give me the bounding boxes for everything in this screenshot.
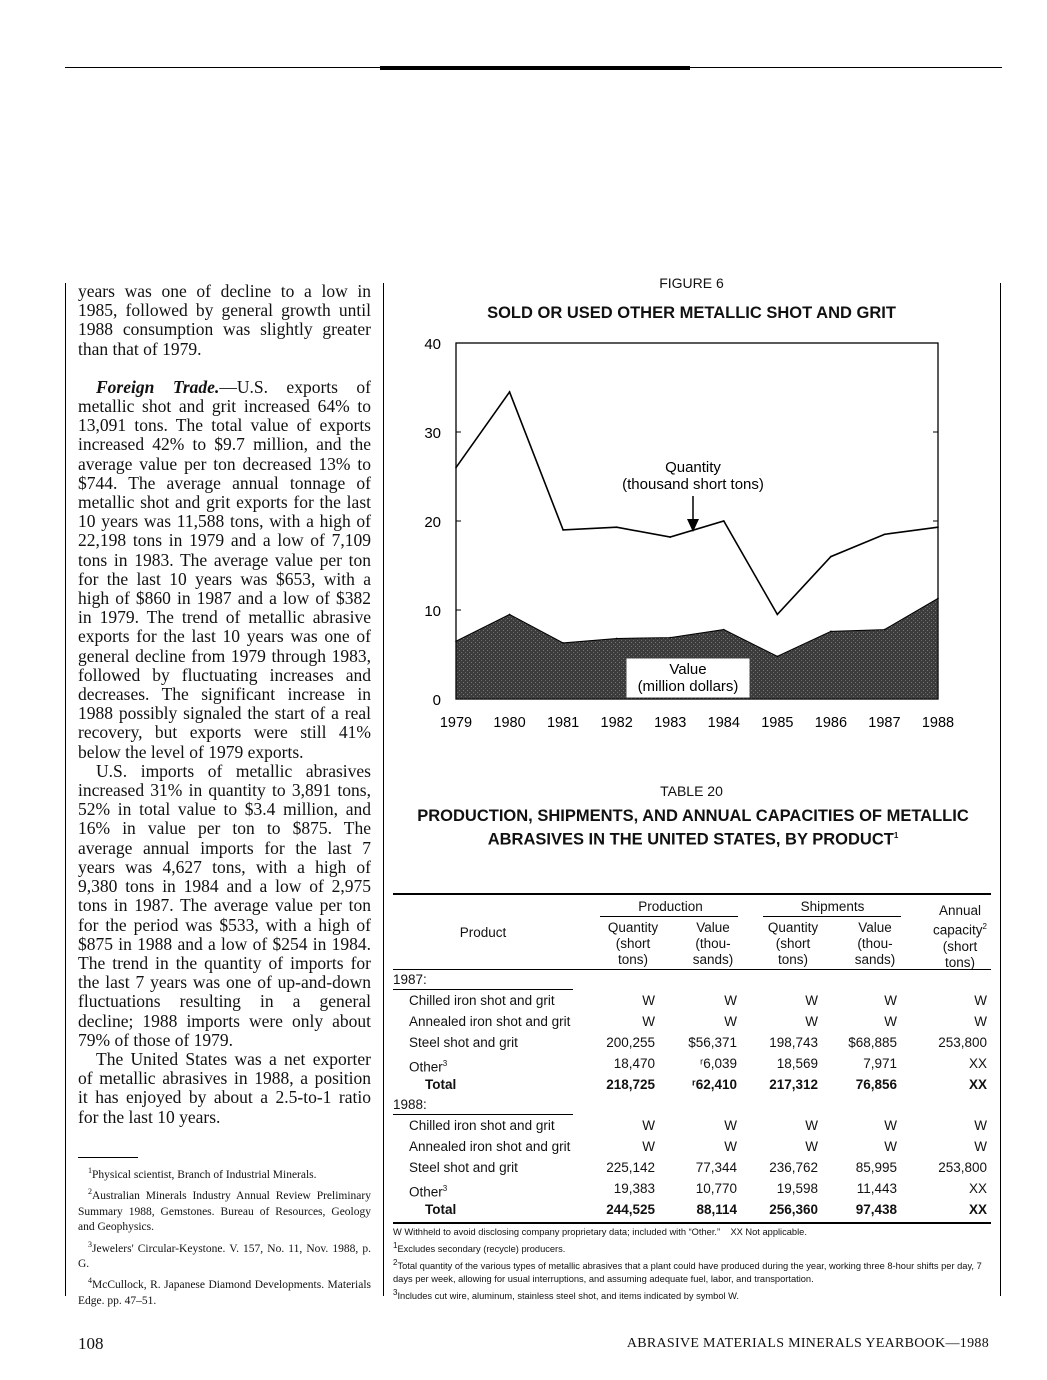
y-tick-label: 30	[424, 425, 441, 442]
x-tick-label: 1985	[761, 715, 794, 731]
year-rule	[393, 1114, 573, 1115]
value-point	[562, 642, 564, 644]
chart	[383, 326, 983, 746]
quantity-point	[777, 614, 779, 616]
page-number: 108	[78, 1334, 104, 1353]
shipments-rule	[763, 916, 901, 917]
table-cell: 236,762	[769, 1160, 818, 1176]
year-rule	[393, 989, 573, 990]
header-prod-value: Value (thou- sands)	[692, 920, 734, 967]
quantity-label-units: (thousand short tons)	[622, 476, 764, 493]
header-ship-value: Value (thou- sands)	[854, 920, 896, 967]
table-note: $^1$Excludes secondary (recycle) producers.	[393, 1241, 566, 1255]
table-cell: W	[724, 1118, 737, 1134]
table-label: TABLE 20	[660, 783, 723, 799]
table-row-product: Other$^3$	[409, 1058, 448, 1075]
table-note: W Withheld to avoid disclosing company proprietary data; included with “Other.” XX Not applicable.	[393, 1227, 807, 1237]
table-cell: W	[642, 1118, 655, 1134]
table-total-cell: XX	[968, 1076, 987, 1092]
value-point	[884, 629, 886, 631]
x-tick-label: 1983	[654, 715, 687, 731]
value-legend	[627, 659, 749, 697]
table-cell: ʳ6,039	[699, 1055, 737, 1071]
table-total-cell: 244,525	[606, 1201, 655, 1217]
quantity-point	[830, 556, 832, 558]
table-cell: 253,800	[938, 1034, 987, 1050]
quantity-point	[562, 529, 564, 531]
quantity-point	[723, 520, 725, 522]
table-row-product: Annealed iron shot and grit	[409, 1013, 571, 1029]
x-tick-label: 1984	[707, 715, 740, 731]
table-cell: W	[805, 1013, 818, 1029]
footnote-rule	[78, 1157, 138, 1158]
paragraph-text: —U.S. exports of metallic shot and grit increased 64% to 13,091 tons. The total value of exports increased 42% to $9.7 million, and the average value per ton decreased 13% to $744. The average annual tonnage of metallic shot and grit exports for the last 10 years was 11,588 tons, with a high of 22,198 tons in 1979 and a low of 7,109 tons in 1983. The average value per ton for the last 10 years was $653, with a high of $860 in 1987 and a low of $382 in 1979. The trend of metallic abrasive exports for the last 10 years was one of general decline from 1979 through 1983, followed by fluctuating increases and decreases. The significant increase in 1988 possibly signaled the start of a real recovery, but exports were still 41% below the level of 1979 exports.	[78, 376, 372, 762]
table-notes	[393, 1226, 993, 1303]
paragraph-foreign-trade	[78, 378, 371, 762]
x-tick-label: 1987	[868, 715, 901, 731]
quantity-point	[455, 467, 457, 469]
value-point	[723, 629, 725, 631]
x-tick-label: 1981	[546, 715, 580, 731]
quantity-point	[937, 526, 939, 528]
table-cell: $68,885	[848, 1034, 897, 1050]
table-row-product: Steel shot and grit	[409, 1160, 518, 1176]
table-cell: W	[974, 1139, 987, 1155]
left-column-text	[78, 282, 371, 1127]
y-tick-label: 10	[424, 603, 441, 620]
footnote: $^2$Australian Minerals Industry Annual Review Preliminary Summary 1988, Gemstones. Bureau of Resources, Geology and Geophysics.	[78, 1187, 371, 1234]
table-cell: $56,371	[688, 1034, 737, 1050]
table-cell: W	[974, 1118, 987, 1134]
running-head: ABRASIVE MATERIALS MINERALS YEARBOOK—1988	[626, 1336, 989, 1351]
table-cell: XX	[968, 1055, 987, 1071]
footnotes	[78, 1163, 371, 1310]
table-cell: W	[884, 1013, 897, 1029]
x-tick-label: 1980	[493, 715, 526, 731]
table-cell: W	[884, 1118, 897, 1134]
value-point	[777, 655, 779, 657]
table-note: $^2$Total quantity of the various types of metallic abrasives that a plant could have produced during the year, working three 8-hour shifts per day, 7 days per week, allowing for usual interruptions, and assuming adequate fuel, labor, and transportation.	[393, 1258, 982, 1285]
table-cell: W	[884, 1139, 897, 1155]
value-point	[937, 598, 939, 600]
quantity-point	[509, 391, 511, 393]
y-tick-label: 20	[424, 514, 441, 531]
value-point	[455, 640, 457, 642]
table-total-label: Total	[425, 1076, 457, 1092]
table-cell: W	[805, 1139, 818, 1155]
table-cell: W	[974, 1013, 987, 1029]
table-cell: W	[974, 992, 987, 1008]
x-tick-label: 1982	[600, 715, 633, 731]
table-cell: W	[884, 992, 897, 1008]
paragraph: U.S. imports of metallic abrasives increased 31% in quantity to 3,891 tons, 52% in total value to $3.4 million, and 16% in value per ton to $875. The average annual imports for the last 7 years was 4,627 tons, with a high of 9,380 tons in 1984 and a low of 2,975 tons in 1987. The average value per ton for the period was $533, with a high of $875 in 1988 and a low of $254 in 1984. The trend in the quantity of imports for the last 7 years was one of up-and-down fluctuations resulting in a general decline; 1988 imports were only about 79% of those of 1979.	[78, 760, 371, 1050]
table-bottom-rule	[393, 1222, 991, 1224]
table-row-product: Chilled iron shot and grit	[409, 992, 555, 1008]
value-point	[669, 637, 671, 639]
table-row-product: Other$^3$	[409, 1184, 448, 1200]
value-point	[509, 614, 511, 616]
table-cell: W	[724, 1013, 737, 1029]
footnote: $^3$Jewelers' Circular-Keystone. V. 157, No. 11, Nov. 1988, p. G.	[78, 1239, 371, 1270]
quantity-line	[456, 392, 938, 615]
table-cell: 225,142	[606, 1160, 655, 1176]
table-cell: W	[724, 1139, 737, 1155]
quantity-legend	[622, 459, 764, 532]
header-ship-quantity: Quantity (short tons)	[767, 920, 819, 967]
header-product: Product	[459, 925, 507, 940]
x-tick-label: 1988	[921, 715, 955, 731]
table-row-product: Chilled iron shot and grit	[409, 1118, 555, 1134]
table-cell: W	[642, 1013, 655, 1029]
quantity-point	[884, 534, 886, 536]
quantity-point	[669, 536, 671, 538]
paragraph: years was one of decline to a low in 1985, followed by general growth until 1988 consumption was slightly greater than that of 1979.	[78, 281, 371, 359]
left-margin-rule	[65, 283, 66, 1296]
table-total-cell: 88,114	[696, 1201, 737, 1217]
table-year-label: 1987:	[393, 972, 427, 987]
value-label: Value	[669, 661, 707, 678]
table-cell: W	[642, 992, 655, 1008]
figure-label: FIGURE 6	[659, 275, 724, 291]
table-cell: W	[724, 992, 737, 1008]
table-cell: 19,598	[776, 1181, 818, 1196]
production-rule	[600, 916, 738, 917]
table-cell: W	[805, 992, 818, 1008]
value-point	[616, 638, 618, 640]
table-row-product: Annealed iron shot and grit	[409, 1139, 571, 1155]
footnote: $^1$Physical scientist, Branch of Industrial Minerals.	[88, 1166, 317, 1181]
top-rule-accent	[380, 66, 690, 70]
value-label-units: (million dollars)	[637, 678, 739, 695]
table-total-cell: 217,312	[769, 1076, 818, 1092]
table-cell: 18,569	[776, 1055, 818, 1071]
table-cell: 19,383	[613, 1181, 655, 1196]
right-margin-rule	[1000, 283, 1001, 1296]
table-cell: 10,770	[695, 1181, 737, 1196]
value-point	[830, 631, 832, 633]
header-shipments: Shipments	[800, 899, 865, 914]
table-cell: W	[805, 1118, 818, 1134]
header-prod-quantity: Quantity (short tons)	[607, 920, 659, 967]
table-top-rule	[393, 893, 991, 895]
table-total-cell: 76,856	[855, 1076, 897, 1092]
table-cell: 85,995	[855, 1160, 897, 1176]
paragraph: The United States was a net exporter of metallic abrasives in 1988, a position it has enjoyed by about a 2.5-to-1 ratio for the last 10 years.	[78, 1048, 371, 1127]
y-tick-label: 40	[424, 336, 441, 353]
quantity-label: Quantity	[665, 459, 721, 476]
header-production: Production	[638, 899, 703, 914]
table-total-cell: ʳ62,410	[692, 1076, 737, 1092]
x-tick-label: 1986	[814, 715, 848, 731]
table-cell: 11,443	[856, 1181, 897, 1196]
table-cell: 7,971	[863, 1055, 897, 1071]
table-cell: 18,470	[613, 1055, 655, 1071]
table-cell: 253,800	[938, 1160, 987, 1176]
figure-title: SOLD OR USED OTHER METALLIC SHOT AND GRIT	[487, 304, 896, 322]
table-total-cell: 256,360	[769, 1201, 818, 1217]
table-note: $^3$Includes cut wire, aluminum, stainless steel shot, and items indicated by symbol W.	[393, 1288, 740, 1302]
table-year-label: 1988:	[393, 1097, 427, 1113]
table-cell: XX	[968, 1181, 987, 1196]
section-heading: Foreign Trade.	[96, 376, 220, 397]
table-total-cell: 218,725	[606, 1076, 655, 1092]
footnote: $^4$McCullock, R. Japanese Diamond Developments. Materials Edge. pp. 47–51.	[78, 1276, 371, 1307]
table-cell: W	[642, 1139, 655, 1155]
table-row-product: Steel shot and grit	[409, 1034, 518, 1050]
table-total-cell: 97,438	[855, 1201, 897, 1217]
table-cell: 198,743	[769, 1034, 818, 1050]
quantity-point	[616, 526, 618, 528]
x-tick-label: 1979	[439, 715, 473, 731]
table-title: PRODUCTION, SHIPMENTS, AND ANNUAL CAPACITIES OF METALLIC ABRASIVES IN THE UNITED STATES, BY PRODUCT$^1$	[417, 807, 969, 849]
legend-arrow-head	[687, 519, 699, 532]
y-tick-label: 0	[432, 692, 441, 709]
header-capacity: Annual capacity$^2$ (short tons)	[933, 903, 987, 970]
table-cell: 200,255	[606, 1034, 655, 1050]
table-total-label: Total	[425, 1201, 457, 1217]
table-total-cell: XX	[968, 1201, 987, 1217]
table-cell: 77,344	[695, 1160, 737, 1176]
